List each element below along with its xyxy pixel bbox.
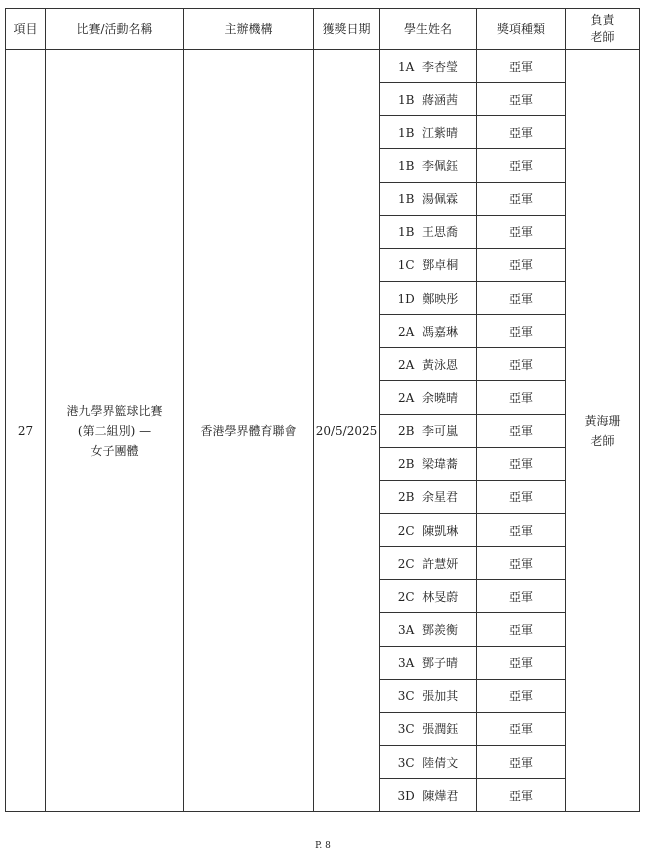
header-teacher-line2: 老師 bbox=[590, 30, 615, 44]
teacher-cell bbox=[566, 50, 640, 812]
award-type-cell: 亞軍 bbox=[477, 50, 566, 83]
award-type-cell: 亞軍 bbox=[477, 182, 566, 215]
award-type-cell: 亞軍 bbox=[477, 646, 566, 679]
table-row bbox=[6, 50, 640, 83]
award-type-cell: 亞軍 bbox=[477, 315, 566, 348]
competition-line1: 港九學界籃球比賽 bbox=[66, 403, 163, 418]
award-table bbox=[5, 8, 640, 812]
student-name-cell: 2A 余曉晴 bbox=[380, 381, 477, 414]
student-name-cell: 2C 林旻蔚 bbox=[380, 580, 477, 613]
award-type-cell: 亞軍 bbox=[477, 281, 566, 314]
student-name-cell: 2C 許慧妍 bbox=[380, 547, 477, 580]
competition-name-cell bbox=[46, 50, 184, 812]
student-name-cell: 1C 鄧卓桐 bbox=[380, 248, 477, 281]
award-type-cell: 亞軍 bbox=[477, 414, 566, 447]
award-type-cell: 亞軍 bbox=[477, 613, 566, 646]
student-name-cell: 2C 陳凱琳 bbox=[380, 513, 477, 546]
student-name-cell: 2B 梁瑋蕎 bbox=[380, 447, 477, 480]
award-type-cell: 亞軍 bbox=[477, 215, 566, 248]
competition-line3: 女子團體 bbox=[90, 443, 139, 458]
award-type-cell: 亞軍 bbox=[477, 248, 566, 281]
teacher-line2: 老師 bbox=[590, 433, 615, 448]
award-type-cell: 亞軍 bbox=[477, 580, 566, 613]
student-name-cell: 2B 李可嵐 bbox=[380, 414, 477, 447]
award-type-cell: 亞軍 bbox=[477, 547, 566, 580]
student-name-cell: 2A 馮嘉琳 bbox=[380, 315, 477, 348]
award-type-cell: 亞軍 bbox=[477, 679, 566, 712]
header-student: 學生姓名 bbox=[380, 9, 477, 50]
header-date: 獲獎日期 bbox=[314, 9, 380, 50]
student-name-cell: 1D 鄭映彤 bbox=[380, 281, 477, 314]
header-teacher bbox=[566, 9, 640, 50]
header-award: 獎項種類 bbox=[477, 9, 566, 50]
teacher-line1: 黃海珊 bbox=[584, 413, 621, 428]
header-teacher-line1: 負責 bbox=[590, 13, 615, 27]
competition-line2: (第二組別) — bbox=[77, 423, 152, 438]
student-name-cell: 3A 鄧子晴 bbox=[380, 646, 477, 679]
header-row bbox=[6, 9, 640, 50]
student-name-cell: 2A 黃泳恩 bbox=[380, 348, 477, 381]
award-type-cell: 亞軍 bbox=[477, 447, 566, 480]
award-type-cell: 亞軍 bbox=[477, 381, 566, 414]
table-body bbox=[6, 50, 640, 812]
header-competition: 比賽/活動名稱 bbox=[46, 9, 184, 50]
page-number: P. 8 bbox=[315, 841, 331, 851]
award-type-cell: 亞軍 bbox=[477, 348, 566, 381]
student-name-cell: 1A 李杏瑩 bbox=[380, 50, 477, 83]
header-item: 項目 bbox=[6, 9, 46, 50]
award-type-cell: 亞軍 bbox=[477, 779, 566, 812]
organizer-cell: 香港學界體育聯會 bbox=[184, 50, 314, 812]
header-organizer: 主辦機構 bbox=[184, 9, 314, 50]
student-name-cell: 1B 江紫晴 bbox=[380, 116, 477, 149]
student-name-cell: 3C 陸倩文 bbox=[380, 745, 477, 778]
student-name-cell: 3A 鄧羨衡 bbox=[380, 613, 477, 646]
award-type-cell: 亞軍 bbox=[477, 149, 566, 182]
award-date-cell: 20/5/2025 bbox=[314, 50, 380, 812]
student-name-cell: 3D 陳燁君 bbox=[380, 779, 477, 812]
student-name-cell: 1B 蔣涵茜 bbox=[380, 83, 477, 116]
award-type-cell: 亞軍 bbox=[477, 83, 566, 116]
student-name-cell: 1B 王思喬 bbox=[380, 215, 477, 248]
student-name-cell: 3C 張潤鈺 bbox=[380, 712, 477, 745]
award-type-cell: 亞軍 bbox=[477, 480, 566, 513]
award-type-cell: 亞軍 bbox=[477, 513, 566, 546]
award-type-cell: 亞軍 bbox=[477, 116, 566, 149]
award-type-cell: 亞軍 bbox=[477, 712, 566, 745]
student-name-cell: 2B 余星君 bbox=[380, 480, 477, 513]
student-name-cell: 1B 李佩鈺 bbox=[380, 149, 477, 182]
student-name-cell: 1B 湯佩霖 bbox=[380, 182, 477, 215]
student-name-cell: 3C 張加其 bbox=[380, 679, 477, 712]
item-number-cell: 27 bbox=[6, 50, 46, 812]
award-type-cell: 亞軍 bbox=[477, 745, 566, 778]
